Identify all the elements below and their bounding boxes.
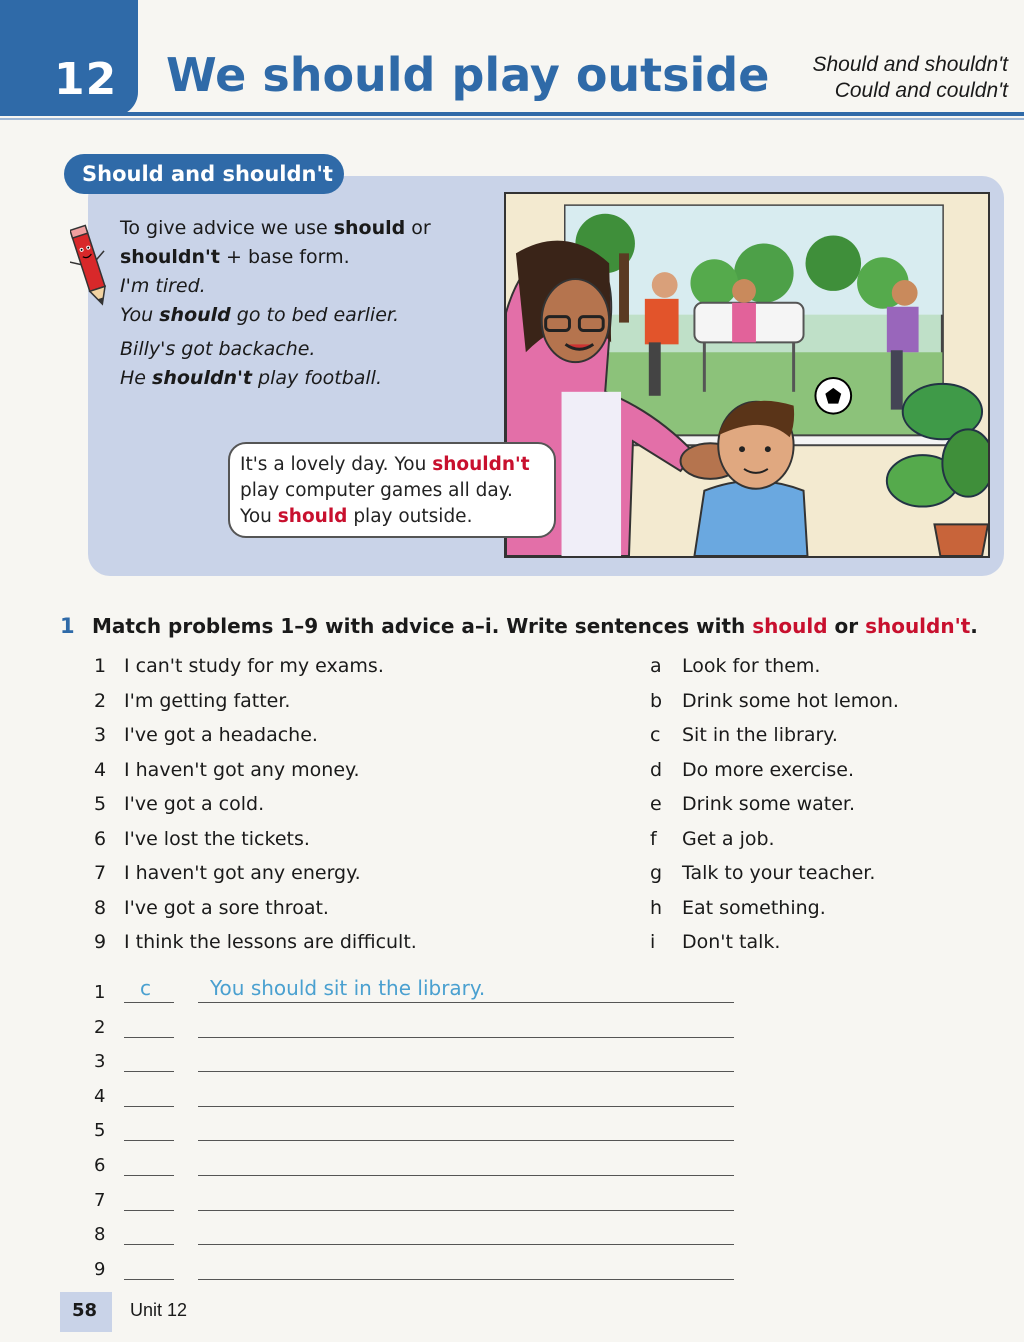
- problem-item: 7 I haven't got any energy.: [94, 862, 361, 884]
- grammar-rules: [120, 214, 480, 393]
- advice-item: i Don't talk.: [650, 931, 781, 953]
- sentence-blank[interactable]: [198, 1002, 734, 1003]
- letter-blank[interactable]: [124, 1210, 174, 1211]
- unit-number: 12: [54, 54, 118, 105]
- letter-blank[interactable]: [124, 1279, 174, 1280]
- classroom-illustration: [504, 192, 990, 558]
- sentence-blank[interactable]: [198, 1175, 734, 1176]
- advice-item: d Do more exercise.: [650, 758, 855, 781]
- answer-row[interactable]: 2: [94, 1009, 744, 1044]
- sentence-blank[interactable]: [198, 1037, 734, 1038]
- problems-list: [94, 652, 614, 963]
- sentence-blank[interactable]: [198, 1071, 734, 1072]
- advice-item: h Eat something.: [650, 896, 826, 919]
- advice-item: e Drink some water.: [650, 793, 855, 815]
- answer-row[interactable]: 7: [94, 1182, 744, 1217]
- example-1b: You should go to bed earlier.: [120, 304, 399, 326]
- example-2a: Billy's got backache.: [120, 338, 316, 360]
- page-number: 58: [72, 1300, 98, 1321]
- advice-item: a Look for them.: [650, 655, 821, 677]
- answer-row[interactable]: 3: [94, 1043, 744, 1078]
- letter-blank[interactable]: [124, 1140, 174, 1141]
- problem-item: 3 I've got a headache.: [94, 724, 318, 746]
- rule-line-1: To give advice we use should or: [120, 217, 431, 239]
- letter-blank[interactable]: [124, 1037, 174, 1038]
- answer-row[interactable]: 8: [94, 1216, 744, 1251]
- problem-item: 9 I think the lessons are difficult.: [94, 931, 417, 953]
- letter-blank[interactable]: [124, 1244, 174, 1245]
- title-divider-light: [0, 118, 1024, 120]
- rule-line-2: shouldn't + base form.: [120, 246, 350, 268]
- answer-row[interactable]: 1 c You should sit in the library.: [94, 974, 744, 1009]
- problem-item: 4 I haven't got any money.: [94, 758, 360, 781]
- pencil-icon: [70, 222, 110, 310]
- problem-item: 2 I'm getting fatter.: [94, 689, 291, 712]
- sentence-blank[interactable]: [198, 1244, 734, 1245]
- problem-item: 6 I've lost the tickets.: [94, 827, 310, 850]
- answer-row[interactable]: 5: [94, 1112, 744, 1147]
- unit-label: Unit 12: [130, 1300, 188, 1320]
- speech-bubble: It's a lovely day. You shouldn't play computer games all day. You should play outside.: [228, 442, 556, 538]
- sentence-blank[interactable]: [198, 1106, 734, 1107]
- problem-item: 5 I've got a cold.: [94, 793, 265, 815]
- letter-blank[interactable]: [124, 1175, 174, 1176]
- exercise-number: 1: [60, 614, 75, 638]
- answer-lines: [94, 974, 744, 1285]
- problem-item: 1 I can't study for my exams.: [94, 655, 384, 677]
- sentence-blank[interactable]: [198, 1210, 734, 1211]
- topic-could: Could and couldn't: [834, 79, 1008, 102]
- advice-item: c Sit in the library.: [650, 724, 838, 746]
- example-2b: He shouldn't play football.: [120, 367, 382, 389]
- letter-blank[interactable]: [124, 1071, 174, 1072]
- sentence-blank[interactable]: [198, 1140, 734, 1141]
- example-sentence: You should sit in the library.: [210, 976, 486, 1000]
- page-title: We should play outside: [166, 48, 770, 102]
- topics-list: [812, 52, 1008, 104]
- problem-item: 8 I've got a sore throat.: [94, 896, 329, 919]
- advice-list: [650, 652, 990, 963]
- advice-item: b Drink some hot lemon.: [650, 689, 899, 712]
- example-letter: c: [140, 976, 151, 1000]
- sentence-blank[interactable]: [198, 1279, 734, 1280]
- title-divider: [0, 112, 1024, 116]
- grammar-tab: Should and shouldn't: [64, 154, 344, 194]
- answer-row[interactable]: 9: [94, 1251, 744, 1286]
- letter-blank[interactable]: [124, 1106, 174, 1107]
- topic-should: Should and shouldn't: [812, 53, 1008, 76]
- advice-item: g Talk to your teacher.: [650, 862, 876, 884]
- advice-item: f Get a job.: [650, 827, 775, 850]
- answer-row[interactable]: 6: [94, 1147, 744, 1182]
- letter-blank[interactable]: [124, 1002, 174, 1003]
- example-1a: I'm tired.: [120, 275, 206, 297]
- exercise-instruction: Match problems 1–9 with advice a–i. Write sentences with should or shouldn't.: [92, 614, 978, 638]
- answer-row[interactable]: 4: [94, 1078, 744, 1113]
